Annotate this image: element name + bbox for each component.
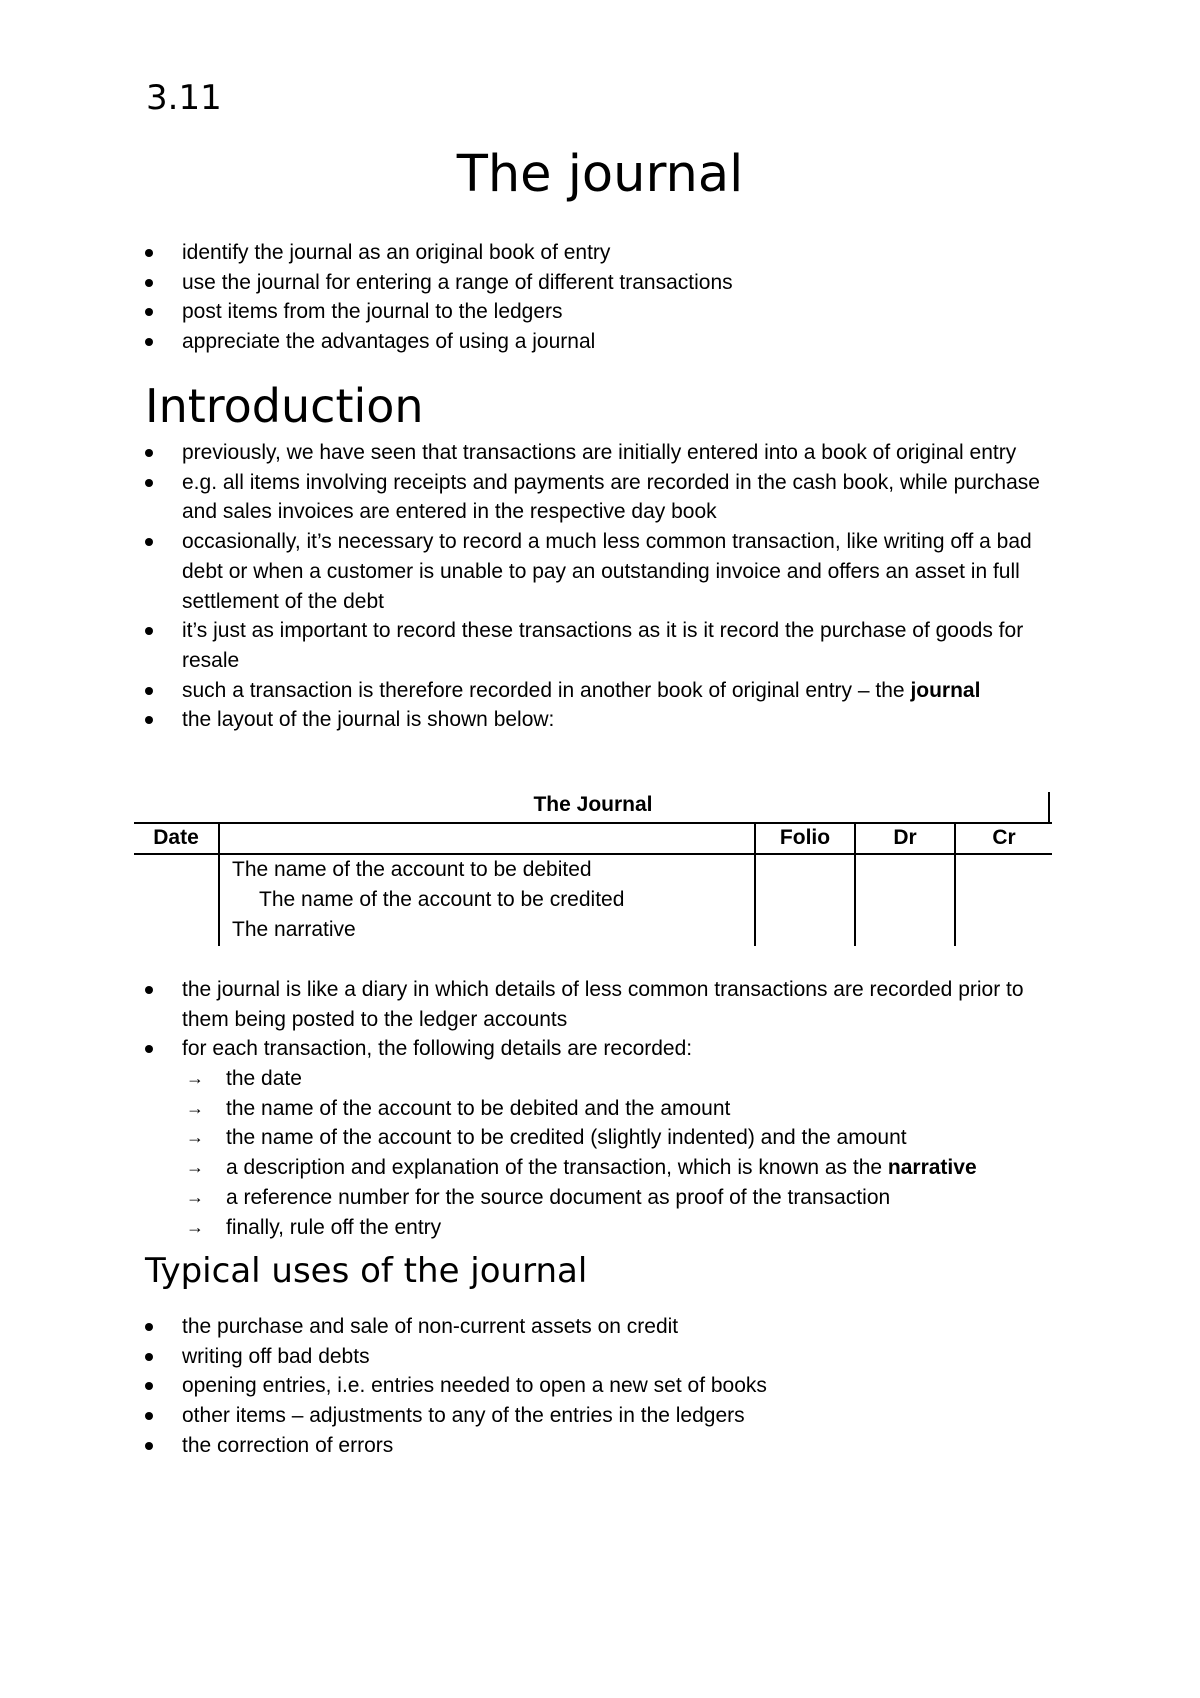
list-item: the layout of the journal is shown below:	[0, 705, 1062, 735]
list-item	[0, 676, 1062, 706]
arrow-icon: →	[186, 1186, 204, 1207]
folio-header: Folio	[779, 826, 831, 849]
details-recorded-list	[0, 1064, 1200, 1242]
list-item: occasionally, it’s necessary to record a much less common transaction, like writing off a bad debt or when a customer is unable to pay an outstanding invoice and offers an asset in full settlement of the debt	[0, 527, 1062, 616]
bold-term: narrative	[887, 1156, 977, 1180]
list-item: the correction of errors	[0, 1431, 1062, 1461]
arrow-icon: →	[186, 1097, 204, 1118]
introduction-list	[0, 438, 1200, 735]
list-item	[0, 1123, 1062, 1153]
introduction-heading: Introduction	[145, 379, 424, 433]
detail-text: a description and explanation of the transaction, which is known as the	[226, 1156, 888, 1180]
detail-text: a reference number for the source document as proof of the transaction	[226, 1185, 891, 1209]
debit-account-line: The name of the account to be debited	[232, 858, 592, 881]
list-item: other items – adjustments to any of the entries in the ledgers	[0, 1401, 1062, 1431]
list-item: identify the journal as an original book of entry	[0, 238, 1062, 268]
list-item: use the journal for entering a range of different transactions	[0, 268, 1062, 298]
dr-header: Dr	[893, 826, 917, 849]
list-item: for each transaction, the following details are recorded:	[0, 1034, 1062, 1064]
typical-uses-heading: Typical uses of the journal	[145, 1251, 588, 1291]
credit-account-line: The name of the account to be credited	[259, 888, 625, 911]
list-item	[0, 1094, 1062, 1124]
detail-text: the name of the account to be credited (slightly indented) and the amount	[226, 1126, 907, 1150]
list-item: previously, we have seen that transactions are initially entered into a book of original entry	[0, 438, 1062, 468]
detail-text: the name of the account to be debited and the amount	[226, 1096, 731, 1120]
list-item: it’s just as important to record these transactions as it is it record the purchase of goods for resale	[0, 616, 1062, 675]
list-item: writing off bad debts	[0, 1342, 1062, 1372]
narrative-line: The narrative	[232, 918, 356, 941]
bullet-text: such a transaction is therefore recorded in another book of original entry – the	[182, 678, 911, 702]
arrow-icon: →	[186, 1216, 204, 1237]
arrow-icon: →	[186, 1157, 204, 1178]
page-title: The journal	[456, 145, 744, 204]
detail-text: the date	[226, 1067, 302, 1090]
list-item	[0, 1064, 1062, 1094]
list-item: post items from the journal to the ledgers	[0, 297, 1062, 327]
caption-right-border	[1048, 792, 1050, 822]
list-item: opening entries, i.e. entries needed to open a new set of books	[0, 1371, 1062, 1401]
date-header: Date	[153, 826, 199, 849]
journal-table	[134, 790, 1052, 946]
objectives-list	[0, 238, 1200, 357]
list-item	[0, 1213, 1062, 1243]
list-item: the purchase and sale of non-current assets on credit	[0, 1312, 1062, 1342]
detail-text: finally, rule off the entry	[226, 1215, 442, 1239]
section-number: 3.11	[146, 78, 222, 118]
arrow-icon: →	[186, 1068, 204, 1088]
arrow-icon: →	[186, 1127, 204, 1148]
typical-uses-list	[0, 1312, 1200, 1461]
list-item	[0, 1183, 1062, 1213]
list-item	[0, 1153, 1062, 1183]
journal-description-list	[0, 975, 1200, 1064]
date-column-rule	[218, 822, 220, 946]
list-item: the journal is like a diary in which details of less common transactions are recorded prior to them being posted to the ledger accounts	[0, 975, 1062, 1034]
journal-table-caption: The Journal	[533, 793, 653, 816]
bold-term: journal	[910, 678, 981, 702]
cr-header: Cr	[992, 826, 1016, 849]
list-item: appreciate the advantages of using a journal	[0, 327, 1062, 357]
list-item: e.g. all items involving receipts and payments are recorded in the cash book, while purchase and sales invoices are entered in the respective day book	[0, 468, 1062, 527]
